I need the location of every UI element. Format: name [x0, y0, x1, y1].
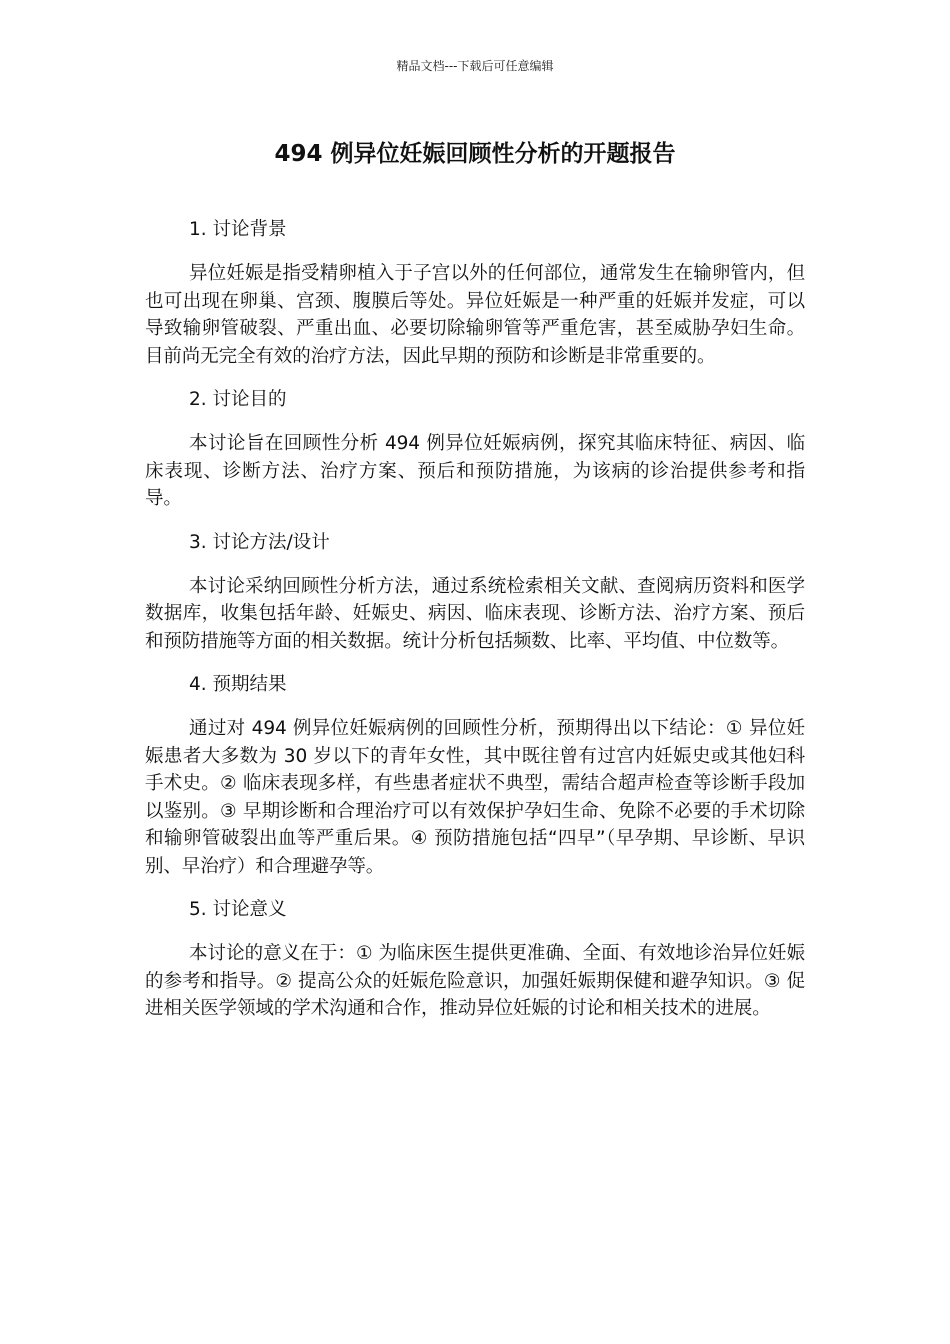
section-heading: 5. 讨论意义 [189, 899, 287, 920]
section-significance [145, 894, 805, 1023]
section-paragraph: 异位妊娠是指受精卵植入于子宫以外的任何部位，通常发生在输卵管内，但也可出现在卵巢、宫颈、腹膜后等处。异位妊娠是一种严重的妊娠并发症，可以导致输卵管破裂、严重出血、必要切除输卵管等严重危害，甚至威胁孕妇生命。目前尚无完全有效的治疗方法，因此早期的预防和诊断是非常重要的。 [145, 263, 805, 367]
section-heading: 1. 讨论背景 [189, 219, 287, 240]
page-header: 精品文档---下载后可任意编辑 [396, 59, 554, 73]
document-body [145, 214, 805, 1037]
section-paragraph: 本讨论采纳回顾性分析方法，通过系统检索相关文献、查阅病历资料和医学数据库，收集包括年龄、妊娠史、病因、临床表现、诊断方法、治疗方案、预后和预防措施等方面的相关数据。统计分析包括频数、比率、平均值、中位数等。 [145, 575, 805, 652]
section-heading: 4. 预期结果 [189, 674, 287, 695]
section-paragraph: 本讨论的意义在于：① 为临床医生提供更准确、全面、有效地诊治异位妊娠的参考和指导。② 提高公众的妊娠危险意识，加强妊娠期保健和避孕知识。③ 促进相关医学领域的学术沟通和合作，推动异位妊娠的讨论和相关技术的进展。 [145, 943, 805, 1019]
section-heading: 3. 讨论方法/设计 [189, 531, 330, 553]
section-paragraph: 通过对 494 例异位妊娠病例的回顾性分析，预期得出以下结论：① 异位妊娠患者大多数为 30 岁以下的青年女性，其中既往曾有过宫内妊娠史或其他妇科手术史。② 临床表现多样，有些患者症状不典型，需结合超声检查等诊断手段加以鉴别。③ 早期诊断和合理治疗可以有效保护孕妇生命、免除不必要的手术切除和输卵管破裂出血等严重后果。④ 预防措施包括“四早”（早孕期、早诊断、早识别、早治疗）和合理避孕等。 [145, 718, 805, 877]
section-paragraph: 本讨论旨在回顾性分析 494 例异位妊娠病例，探究其临床特征、病因、临床表现、诊断方法、治疗方案、预后和预防措施，为该病的诊治提供参考和指导。 [145, 433, 805, 509]
document-title: 494 例异位妊娠回顾性分析的开题报告 [274, 141, 676, 167]
section-expected-results [145, 669, 805, 880]
section-background [145, 214, 805, 370]
section-purpose [145, 384, 805, 513]
section-heading: 2. 讨论目的 [189, 389, 287, 410]
section-method [145, 527, 805, 656]
